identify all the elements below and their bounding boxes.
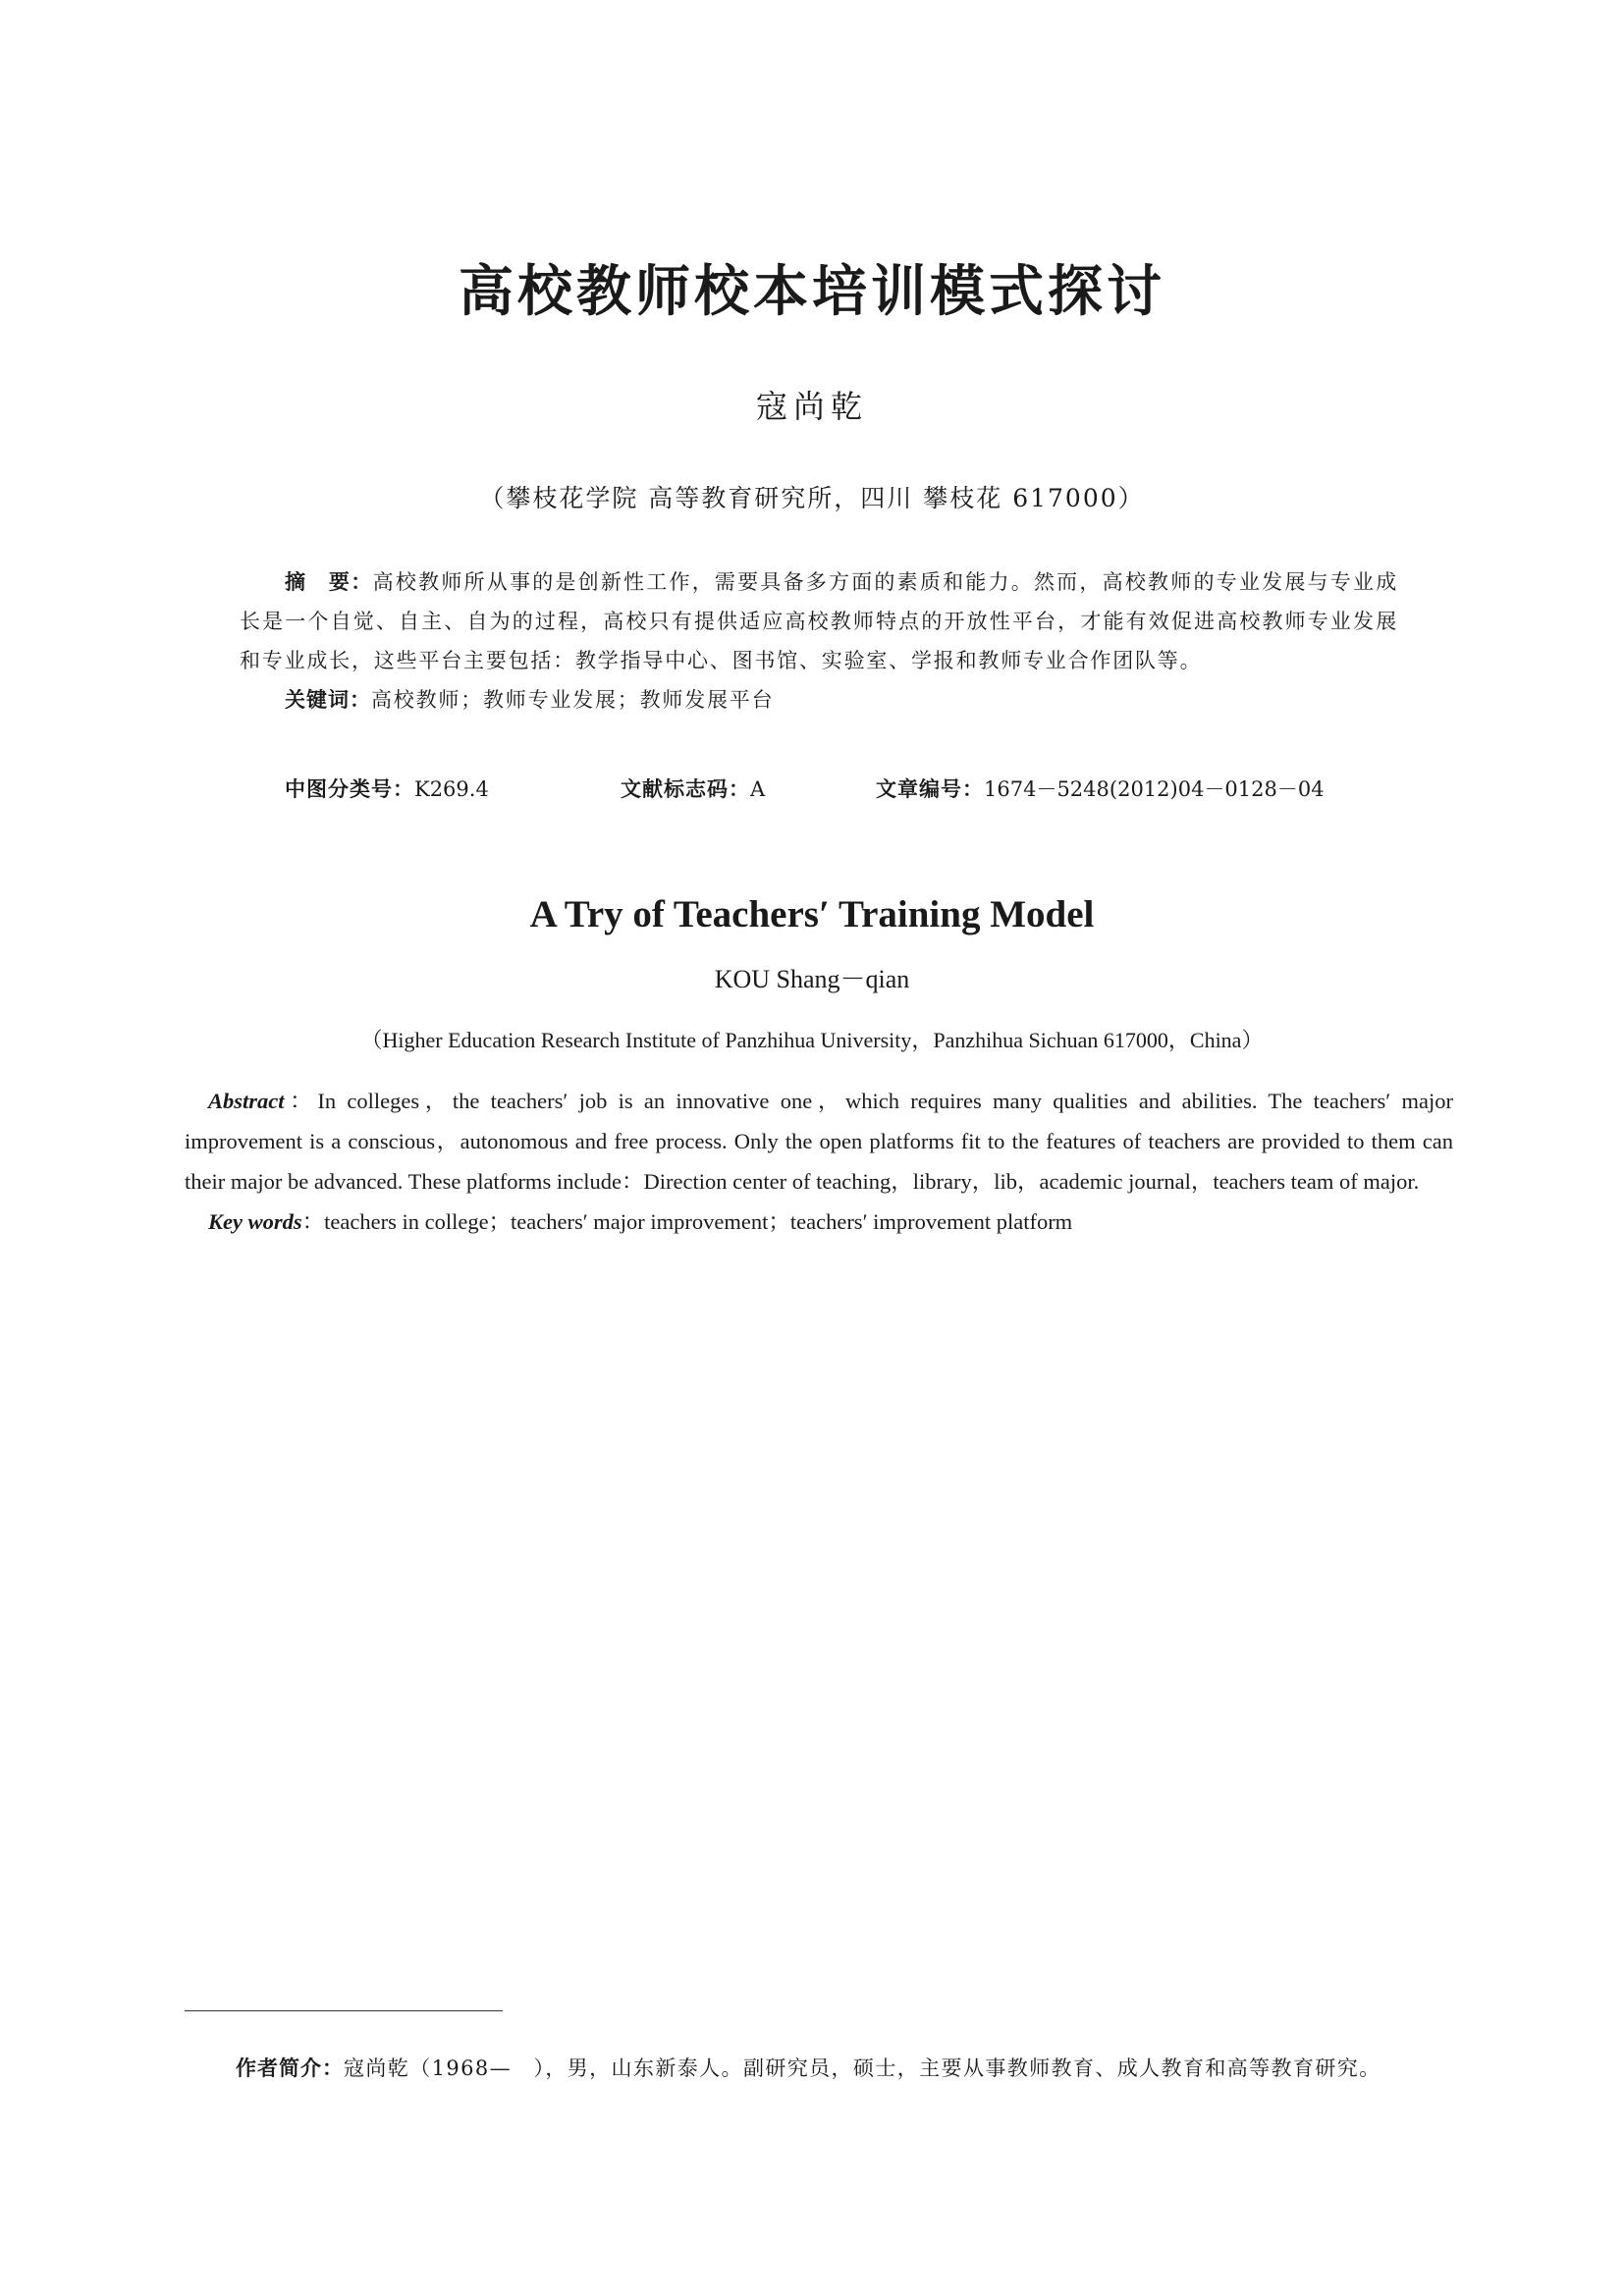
english-abstract-text: In colleges，the teachers′ job is an innovative one，which requires many qualities and abilities. The teachers′ major improvement is a conscious，autonomous and free process. Only the open platforms fit to the features of teachers are provided to them can their major be advanced. These platforms include：Direction center of teaching，library，lib，academic journal，teachers team of major. bbox=[185, 1089, 1453, 1194]
english-abstract-label: Abstract bbox=[208, 1089, 285, 1113]
footnote-text: 寇尚乾（1968— ），男，山东新泰人。副研究员，硕士，主要从事教师教育、成人教育和高等教育研究。 bbox=[344, 2056, 1381, 2080]
clc-number bbox=[285, 770, 489, 809]
chinese-abstract-block bbox=[240, 562, 1398, 720]
chinese-keywords-label: 关键词： bbox=[285, 688, 371, 712]
doc-code-label: 文献标志码： bbox=[621, 777, 750, 801]
english-keywords-sep: ： bbox=[301, 1209, 325, 1234]
english-affiliation: （Higher Education Research Institute of Panzhihua University，Panzhihua Sichuan 617000，China） bbox=[360, 1028, 1264, 1052]
author-footnote bbox=[236, 2052, 1414, 2085]
english-keywords bbox=[185, 1201, 1453, 1242]
english-abstract bbox=[185, 1081, 1453, 1201]
article-no-value: 1674－5248(2012)04－0128－04 bbox=[984, 777, 1325, 801]
english-abstract-sep: ： bbox=[284, 1089, 318, 1113]
clc-value: K269.4 bbox=[414, 777, 489, 801]
classification-row bbox=[285, 770, 1404, 809]
english-keywords-text: teachers in college；teachers′ major improvement；teachers′ improvement platform bbox=[324, 1209, 1073, 1234]
chinese-abstract-text: 高校教师所从事的是创新性工作，需要具备多方面的素质和能力。然而，高校教师的专业发展与专业成长是一个自觉、自主、自为的过程，高校只有提供适应高校教师特点的开放性平台，才能有效促进高校教师专业发展和专业成长，这些平台主要包括：教学指导中心、图书馆、实验室、学报和教师专业合作团队等。 bbox=[240, 570, 1399, 672]
footnote-label: 作者简介： bbox=[236, 2056, 344, 2080]
chinese-affiliation: （攀枝花学院 高等教育研究所，四川 攀枝花 617000） bbox=[479, 484, 1145, 512]
english-keywords-label: Key words bbox=[208, 1209, 302, 1234]
document-code bbox=[621, 770, 765, 809]
clc-label: 中图分类号： bbox=[285, 777, 414, 801]
chinese-abstract bbox=[240, 562, 1398, 680]
chinese-title: 高校教师校本培训模式探讨 bbox=[459, 260, 1165, 324]
doc-code-value: A bbox=[750, 777, 766, 801]
english-abstract-block bbox=[185, 1081, 1453, 1242]
article-number bbox=[876, 770, 1325, 809]
english-author: KOU Shang－qian bbox=[714, 965, 910, 993]
footnote-divider bbox=[185, 2010, 503, 2011]
chinese-keywords-text: 高校教师；教师专业发展；教师发展平台 bbox=[371, 688, 775, 712]
article-no-label: 文章编号： bbox=[876, 777, 984, 801]
chinese-author: 寇尚乾 bbox=[755, 388, 868, 425]
chinese-keywords bbox=[240, 680, 1398, 720]
chinese-abstract-label: 摘 要： bbox=[285, 570, 373, 594]
english-title: A Try of Teachers′ Training Model bbox=[529, 893, 1095, 935]
